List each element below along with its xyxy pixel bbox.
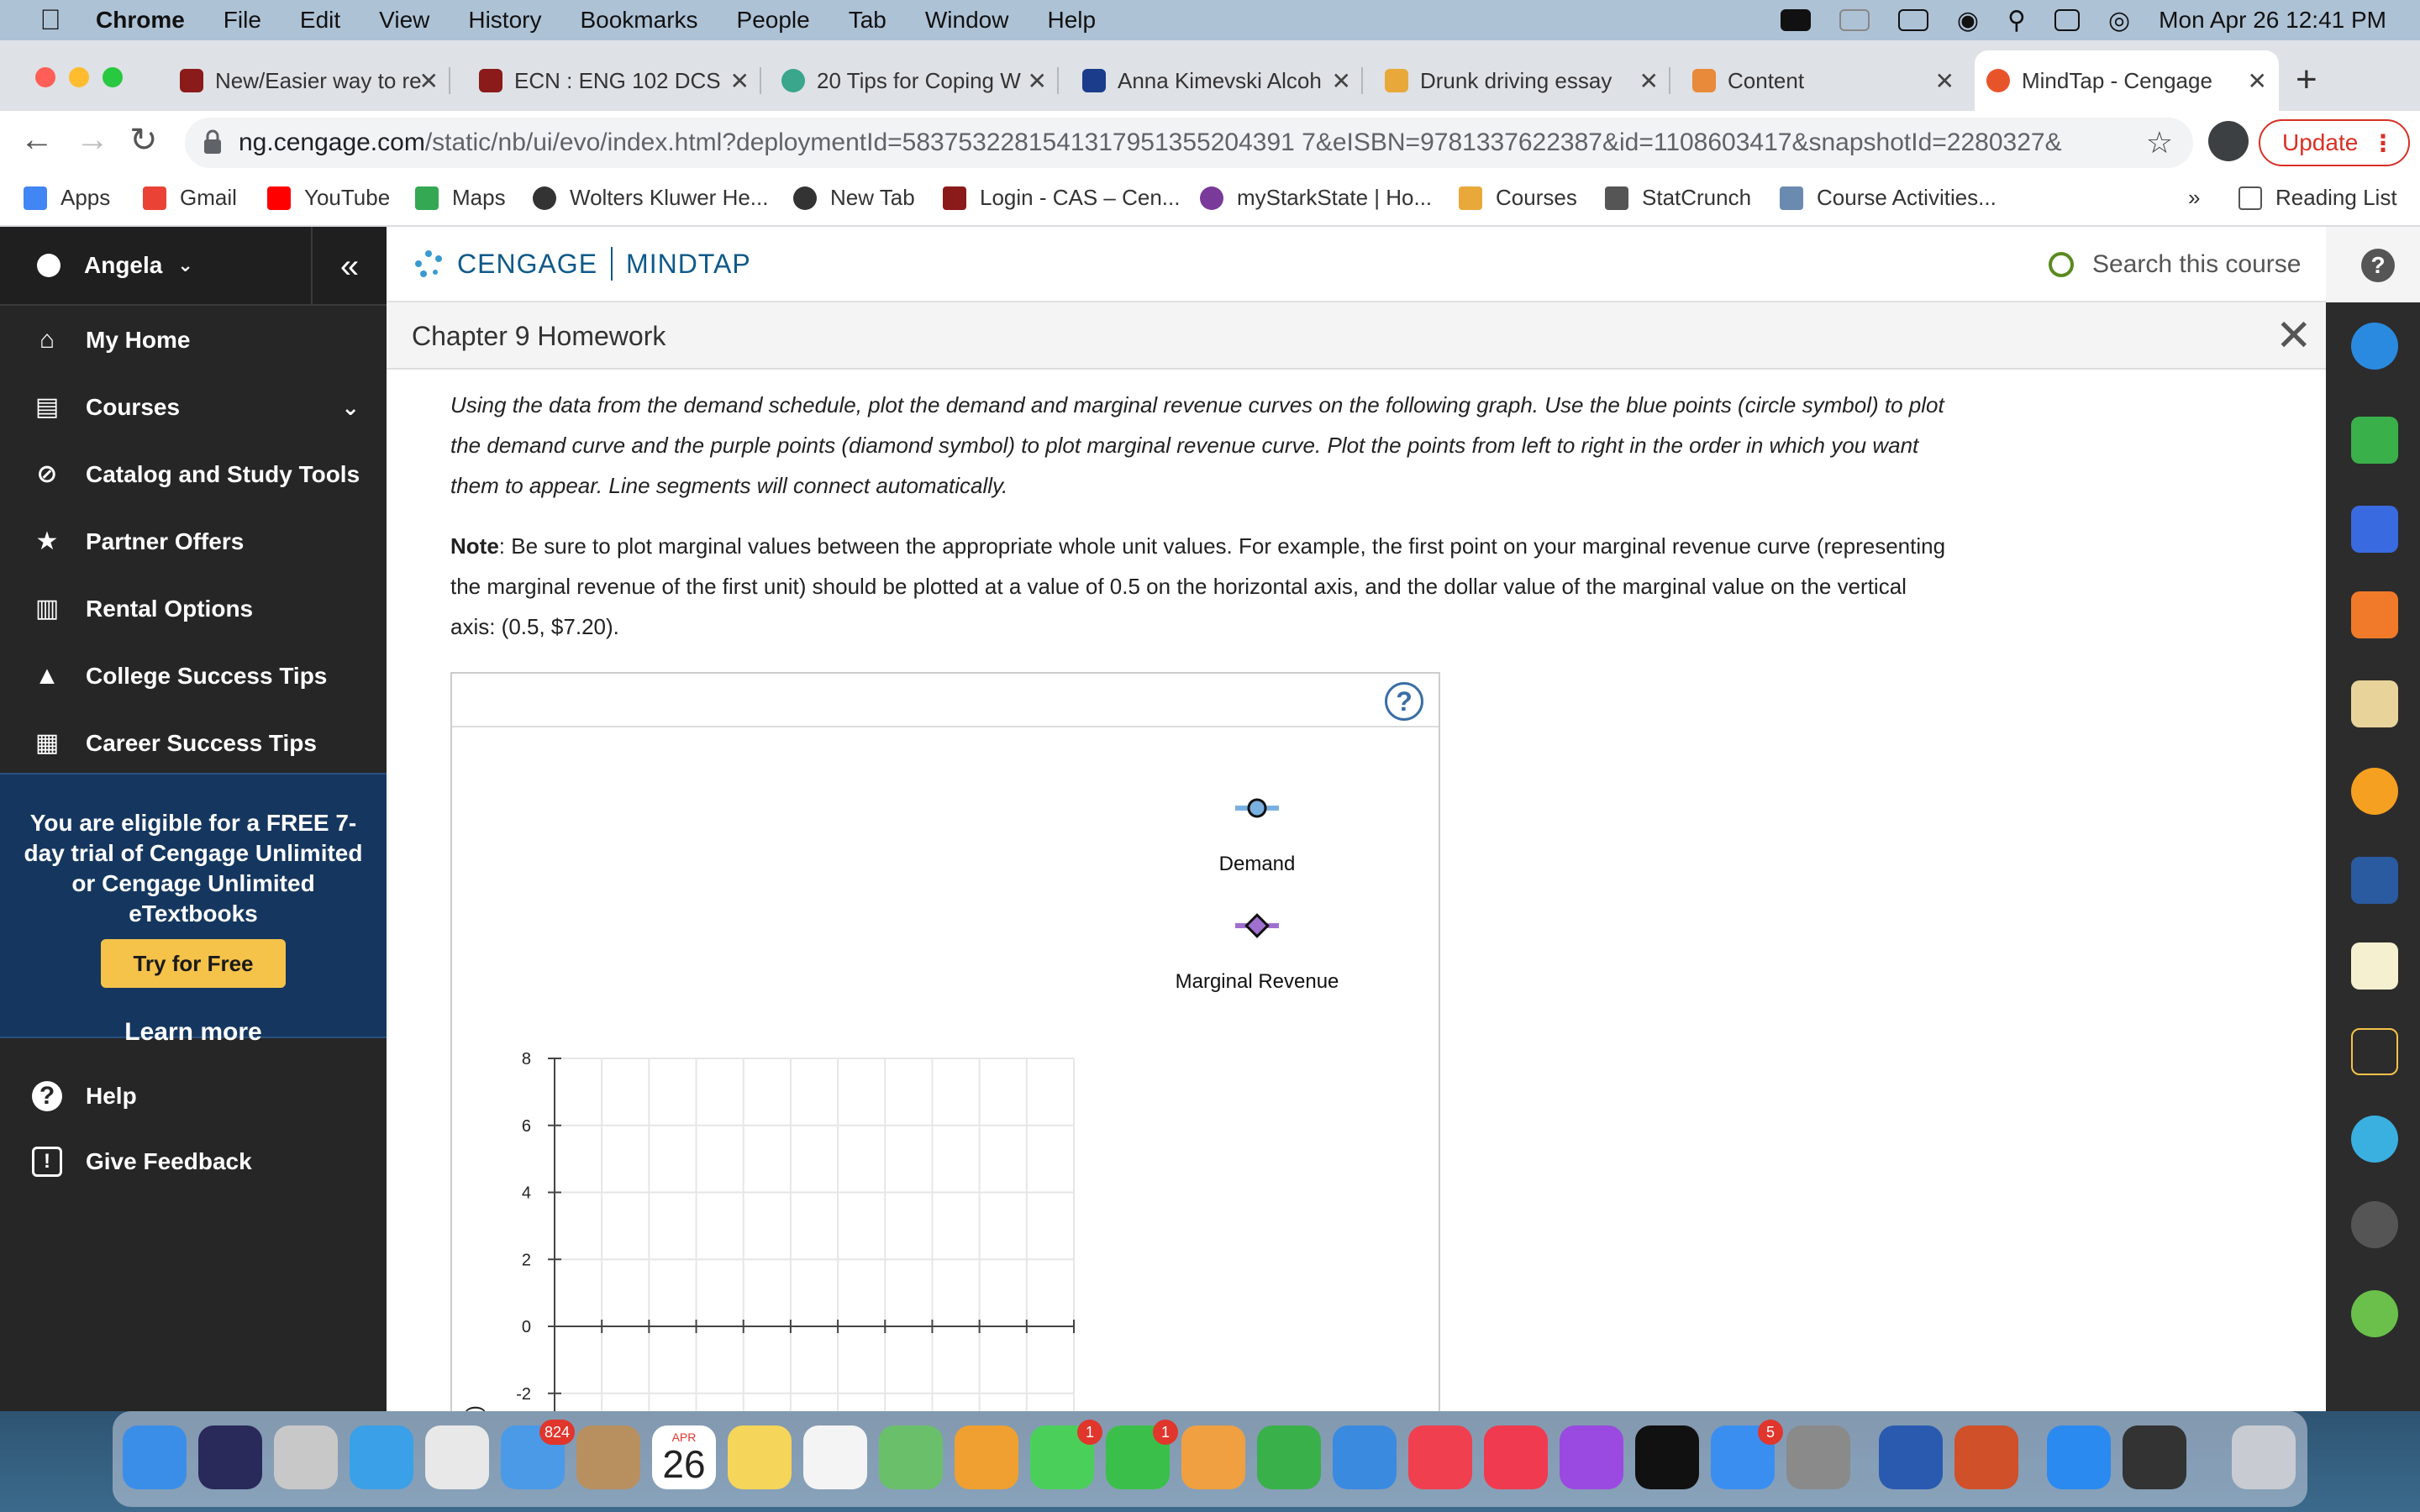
keynote-icon[interactable]	[1333, 1425, 1397, 1489]
tab-favicon-icon	[1385, 69, 1408, 92]
tab-favicon-icon	[1692, 69, 1716, 92]
bookmark-youtube[interactable]: YouTube	[267, 185, 390, 211]
extension-strip-top	[2326, 227, 2420, 302]
update-label: Update	[2282, 129, 2359, 155]
search-placeholder: Search this course	[2092, 250, 2302, 278]
screen-record-icon[interactable]	[1781, 9, 1811, 31]
lock-icon	[203, 129, 222, 155]
a-z-icon[interactable]	[2351, 680, 2398, 727]
pencil-icon	[1459, 186, 1482, 210]
bongo-icon[interactable]	[2351, 1116, 2398, 1163]
user-name: Angela	[84, 252, 163, 278]
reading-list-icon	[2238, 186, 2262, 210]
cengage-unlimited-promo	[0, 773, 387, 1046]
reminders-icon[interactable]	[803, 1425, 867, 1489]
word-icon[interactable]	[1879, 1425, 1943, 1489]
notebook-icon: ▤	[34, 393, 60, 421]
appletv-icon[interactable]	[1635, 1425, 1699, 1489]
tab-title: Drunk driving essay	[1420, 67, 1612, 93]
globe-icon	[533, 186, 556, 210]
bookmark-maps[interactable]: Maps	[415, 185, 506, 211]
note-edit-icon[interactable]	[2351, 942, 2398, 990]
bookmark-apps[interactable]: Apps	[24, 185, 110, 211]
tab-favicon-icon	[1082, 69, 1106, 92]
contacts-icon[interactable]	[576, 1425, 640, 1489]
onedrive-icon[interactable]	[2351, 323, 2398, 370]
zoom-icon[interactable]	[2047, 1425, 2111, 1489]
chapter-header	[387, 302, 2326, 370]
reading-list[interactable]: Reading List	[2238, 185, 2397, 211]
y-tick-label: 8	[521, 1050, 531, 1068]
tab-title: MindTap - Cengage	[2022, 67, 2212, 93]
try-for-free-button[interactable]: Try for Free	[101, 939, 286, 988]
sidebar-item-rental-options[interactable]: ▥ Rental Options	[0, 580, 387, 638]
y-tick-label: 4	[521, 1184, 531, 1203]
update-button[interactable]	[2259, 119, 2410, 166]
brand-header	[387, 227, 2326, 302]
graph-tool-header	[452, 674, 1439, 727]
calendar-day: 26	[662, 1442, 706, 1486]
graph-tool	[450, 672, 1440, 1411]
pen-icon[interactable]	[2351, 506, 2398, 553]
bookmark-star-icon[interactable]: ☆	[2145, 125, 2173, 160]
dock-badge: 1	[1153, 1420, 1178, 1445]
tab-title: Anna Kimevski Alcoh	[1118, 67, 1322, 93]
collapse-sidebar-button[interactable]: «	[311, 227, 387, 306]
y-tick-label: 6	[521, 1116, 531, 1136]
sidebar-item-college-success[interactable]: ▲ College Success Tips	[0, 647, 387, 706]
sidebar-item-career-success[interactable]: ▦ Career Success Tips	[0, 714, 387, 773]
finder-icon[interactable]	[123, 1425, 187, 1489]
tab-favicon-icon	[180, 69, 203, 92]
compass-icon: ⊘	[36, 460, 58, 488]
maps-icon[interactable]	[879, 1425, 943, 1489]
y-tick-label: 2	[521, 1251, 531, 1270]
tab-5[interactable]	[1681, 50, 1966, 111]
question-text	[450, 385, 1946, 647]
menu-tab[interactable]: Tab	[848, 7, 886, 33]
google-drive-icon[interactable]	[2351, 417, 2398, 464]
y-tick-label: 0	[521, 1318, 531, 1336]
google-icon	[143, 186, 166, 210]
browser-toolbar	[0, 111, 2420, 175]
chapter-title: Chapter 9 Homework	[412, 321, 666, 351]
extension-sidebar	[2326, 227, 2420, 1411]
menu-app[interactable]: Chrome	[96, 7, 185, 33]
legend-label: Marginal Revenue	[1175, 970, 1339, 993]
siri-icon[interactable]	[198, 1425, 262, 1489]
bookmark-course-activities[interactable]: Course Activities...	[1780, 185, 1996, 211]
youtube-icon	[267, 186, 291, 210]
launchpad-icon[interactable]	[274, 1425, 338, 1489]
rss-icon[interactable]	[2351, 591, 2398, 638]
url-host: ng.cengage.com	[239, 129, 425, 156]
notes-icon[interactable]	[728, 1425, 792, 1489]
plot-area[interactable]	[452, 727, 1439, 1413]
statcrunch-icon	[1605, 186, 1628, 210]
url-path: /static/nb/ui/evo/index.html?deploymentId=5837532281541317951355204391 7&eISBN=9781337622387&id=1108603417&snapshotId=2280327&	[424, 129, 2062, 156]
tab-title: Content	[1728, 67, 1805, 93]
help-icon: ?	[32, 1081, 62, 1111]
briefcase-icon: ▦	[34, 729, 60, 757]
apps-grid-icon	[24, 186, 47, 210]
dock-badge: 824	[539, 1420, 575, 1445]
star-icon: ★	[35, 528, 59, 555]
menu-bookmarks[interactable]: Bookmarks	[580, 7, 698, 33]
tab-close-icon[interactable]: ✕	[1027, 67, 1047, 94]
control-center-icon[interactable]	[2054, 9, 2080, 31]
help-icon[interactable]: ?	[2361, 249, 2395, 282]
tab-title: ECN : ENG 102 DCS	[514, 67, 721, 93]
promo-text: You are eligible for a FREE 7-day trial of Cengage Unlimited or Cengage Unlimited eTextbooks	[24, 810, 363, 927]
instructions: Using the data from the demand schedule, plot the demand and marginal revenue curves on the following graph. Use the blue points (circle symbol) to plot the demand curve and the purple points (diamond symbol) to plot marginal revenue curve. Plot the points from left to right in the order in which you want them to appear. Line segments will connect automatically.	[450, 392, 1944, 498]
display-icon[interactable]	[1839, 9, 1870, 31]
podcasts-icon[interactable]	[1560, 1425, 1623, 1489]
numbers-icon[interactable]	[1257, 1425, 1321, 1489]
menu-file[interactable]: File	[223, 7, 261, 33]
starkstate-icon	[1200, 186, 1223, 210]
bookmarks-bar	[0, 175, 2420, 227]
shield-icon	[943, 186, 966, 210]
chevron-down-icon: ⌄	[177, 255, 193, 276]
note-label: Note	[450, 533, 499, 559]
tab-2[interactable]	[770, 50, 1059, 111]
tab-close-icon[interactable]: ✕	[1639, 67, 1659, 94]
reload-button[interactable]: ↻	[129, 122, 158, 159]
sidebar-item-give-feedback[interactable]: ! Give Feedback	[0, 1132, 387, 1191]
brand-cengage: CENGAGE	[457, 248, 598, 279]
apple-icon[interactable]	[37, 4, 64, 37]
maps-icon	[415, 186, 439, 210]
main-content	[387, 227, 2326, 1411]
macos-menubar	[0, 0, 2420, 40]
calendar-month: APR	[671, 1431, 697, 1444]
address-bar[interactable]	[185, 118, 2193, 168]
tab-close-icon[interactable]: ✕	[2247, 67, 2267, 94]
dock-badge: 5	[1758, 1420, 1783, 1445]
calendar-icon[interactable]	[652, 1425, 716, 1489]
battery-icon[interactable]	[1898, 9, 1928, 31]
profile-avatar[interactable]	[2208, 121, 2249, 161]
home-icon: ⌂	[39, 326, 55, 354]
tab-close-icon[interactable]: ✕	[418, 67, 439, 94]
notebook-ext-icon[interactable]	[2351, 857, 2398, 904]
menu-history[interactable]: History	[468, 7, 542, 33]
grade-a-plus-icon[interactable]	[2351, 1201, 2398, 1248]
user-icon	[37, 254, 60, 277]
tab-6-active[interactable]	[1975, 50, 2279, 111]
bookmark-login-cas[interactable]: Login - CAS – Cen...	[943, 185, 1180, 211]
legend-label: Demand	[1218, 853, 1296, 875]
tab-3[interactable]	[1071, 50, 1363, 111]
siri-menubar-icon[interactable]: ◎	[2107, 6, 2131, 34]
chrome-icon[interactable]	[425, 1425, 489, 1489]
cengage-mindtap-logo	[412, 247, 751, 281]
bookmark-wolters-kluwer[interactable]: Wolters Kluwer He...	[533, 185, 768, 211]
sidebar-item-my-home[interactable]: ⌂ My Home	[0, 311, 387, 370]
back-button[interactable]: ←	[20, 121, 54, 158]
tab-1[interactable]	[467, 50, 761, 111]
globe-icon	[793, 186, 817, 210]
bookmark-new-tab[interactable]: New Tab	[793, 185, 915, 211]
sidebar-item-catalog[interactable]: ⊘ Catalog and Study Tools	[0, 445, 387, 504]
sidebar-item-help[interactable]: ? Help	[0, 1067, 387, 1126]
course-search[interactable]	[2049, 250, 2301, 279]
tab-title: 20 Tips for Coping W	[817, 67, 1021, 93]
brand-divider	[611, 247, 613, 281]
document-icon	[1780, 186, 1803, 210]
sidebar-item-partner-offers[interactable]: ★ Partner Offers	[0, 512, 387, 571]
feedback-icon: !	[32, 1147, 62, 1177]
browser-tab-strip	[0, 40, 2420, 111]
menu-edit[interactable]: Edit	[299, 7, 341, 33]
close-icon[interactable]: ✕	[2275, 312, 2312, 360]
y-tick-label: -2	[516, 1384, 531, 1404]
kebab-menu-icon: ⋮	[2371, 129, 2395, 156]
bookmark-mystarkstate[interactable]: myStarkState | Ho...	[1200, 185, 1432, 211]
ring-icon[interactable]	[2351, 1290, 2398, 1337]
left-sidebar	[0, 227, 387, 1411]
tab-close-icon[interactable]: ✕	[1331, 67, 1351, 94]
graduation-cap-icon: ▲	[34, 662, 60, 690]
brand-mindtap: MINDTAP	[626, 248, 751, 279]
cengage-logo-icon	[412, 247, 445, 281]
clock-6-icon[interactable]	[2351, 768, 2398, 815]
photos-icon[interactable]	[955, 1425, 1018, 1489]
tab-0[interactable]	[168, 50, 450, 111]
tab-favicon-icon	[781, 69, 805, 92]
tab-close-icon[interactable]: ✕	[729, 67, 750, 94]
bookmark-statcrunch[interactable]: StatCrunch	[1605, 185, 1751, 211]
tab-title: New/Easier way to re	[215, 67, 422, 93]
spotlight-search-icon[interactable]: ⚲	[2007, 6, 2026, 34]
learn-more-link[interactable]: Learn more	[124, 1018, 262, 1046]
note	[450, 526, 1946, 647]
tab-close-icon[interactable]: ✕	[1934, 67, 1954, 94]
legend-marginal-revenue-diamond-icon[interactable]	[1246, 915, 1267, 936]
search-icon	[2049, 252, 2074, 277]
menu-help[interactable]: Help	[1047, 7, 1097, 33]
system-preferences-icon[interactable]	[1786, 1425, 1850, 1489]
forward-button[interactable]: →	[76, 121, 109, 158]
sidebar-item-courses[interactable]: ▤ Courses ⌄	[0, 378, 387, 437]
music-icon[interactable]	[1484, 1425, 1548, 1489]
printer-icon[interactable]	[2123, 1425, 2186, 1489]
window-close-button[interactable]	[35, 67, 55, 87]
safari-icon[interactable]	[350, 1425, 413, 1489]
bookmarks-overflow-icon[interactable]: »	[2188, 185, 2201, 210]
wifi-icon[interactable]: ◉	[1956, 6, 1979, 34]
read-aloud-icon[interactable]	[2351, 1028, 2398, 1075]
pages-icon[interactable]	[1181, 1425, 1245, 1489]
window-zoom-button[interactable]	[103, 67, 123, 87]
note-text: : Be sure to plot marginal values between the appropriate whole unit values. For example, the first point on your marginal revenue curve (representing the marginal revenue of the first unit) should be plotted at a value of 0.5 on the horizontal axis, and the dollar value of the marginal value on the vertical axis: (0.5, $7.20).	[450, 533, 1946, 639]
legend-demand-circle-icon[interactable]	[1249, 800, 1265, 816]
new-tab-button[interactable]: +	[2296, 59, 2317, 100]
tab-favicon-icon	[479, 69, 502, 92]
legend	[1176, 800, 1339, 993]
menu-view[interactable]: View	[379, 7, 430, 33]
powerpoint-icon[interactable]	[1954, 1425, 2018, 1489]
news-icon[interactable]	[1408, 1425, 1472, 1489]
menu-window[interactable]: Window	[924, 7, 1009, 33]
tab-4[interactable]	[1373, 50, 1670, 111]
trash-icon[interactable]	[2232, 1425, 2296, 1489]
book-icon: ▥	[34, 595, 60, 622]
dock-badge: 1	[1077, 1420, 1102, 1445]
graph-help-icon[interactable]: ?	[1385, 682, 1423, 721]
menubar-clock[interactable]: Mon Apr 26 12:41 PM	[2159, 7, 2386, 33]
window-minimize-button[interactable]	[69, 67, 89, 87]
user-menu[interactable]	[37, 252, 193, 279]
menu-people[interactable]: People	[736, 7, 810, 33]
sidebar-header	[0, 227, 387, 306]
chevron-down-icon: ⌄	[341, 394, 360, 420]
bookmark-courses[interactable]: Courses	[1459, 185, 1577, 211]
bookmark-gmail[interactable]: Gmail	[143, 185, 237, 211]
tab-favicon-icon	[1986, 69, 2010, 92]
